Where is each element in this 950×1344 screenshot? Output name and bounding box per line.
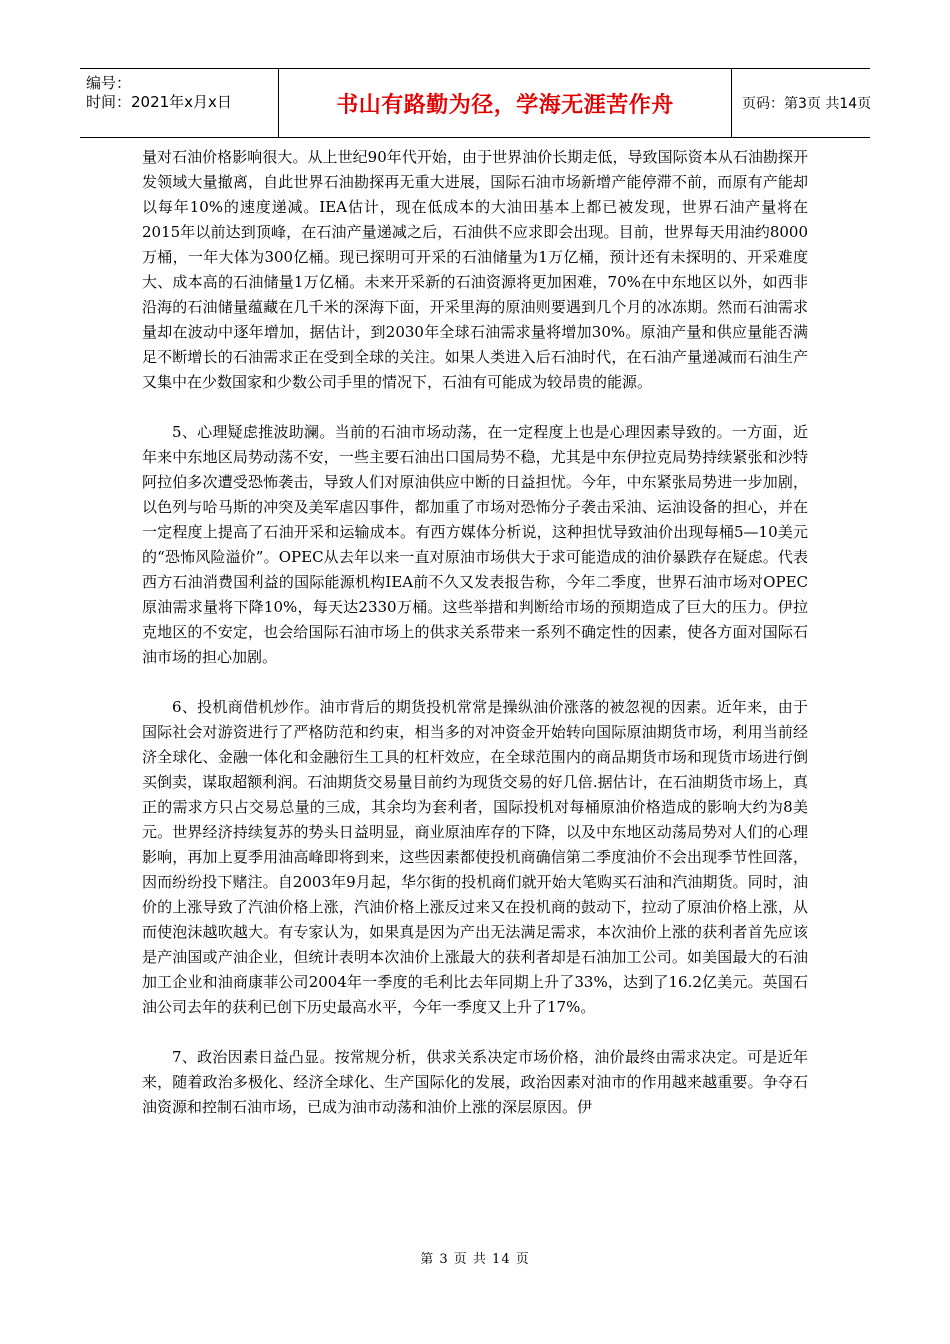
body-paragraph: 5、心理疑虑推波助澜。当前的石油市场动荡，在一定程度上也是心理因素导致的。一方面，近年来中东地区局势动荡不安，一些主要石油出口国局势不稳，尤其是中东伊拉克局势持续紧张和沙特阿拉伯多次遭受恐怖袭击，导致人们对原油供应中断的日益担忧。今年，中东紧张局势进一步加剧，以色列与哈马斯的冲突及美军虐囚事件，都加重了市场对恐怖分子袭击采油、运油设备的担心，并在一定程度上提高了石油开采和运输成本。有西方媒体分析说，这种担忧导致油价出现每桶5—10美元的“恐怖风险溢价”。OPEC从去年以来一直对原油市场供大于求可能造成的油价暴跌存在疑虑。代表西方石油消费国利益的国际能源机构IEA前不久又发表报告称，今年二季度，世界石油市场对OPEC原油需求量将下降10%，每天达2330万桶。这些举措和判断给市场的预期造成了巨大的压力。伊拉克地区的不安定，也会给国际石油市场上的供求关系带来一系列不确定性的因素，使各方面对国际石油市场的担心加剧。 <box>142 423 808 666</box>
body-paragraph: 量对石油价格影响很大。从上世纪90年代开始，由于世界油价长期走低，导致国际资本从石油勘探开发领域大量撤离，自此世界石油勘探再无重大进展，国际石油市场新增产能停滞不前，而原有产能却以每年10%的速度递减。IEA估计，现在低成本的大油田基本上都已被发现，世界石油产量将在2015年以前达到顶峰，在石油产量递减之后，石油供不应求即会出现。目前，世界每天用油约8000万桶，一年大体为300亿桶。现已探明可开采的石油储量为1万亿桶，预计还有未探明的、开采难度大、成本高的石油储量1万亿桶。未来开采新的石油资源将更加困难，70%在中东地区以外，如西非沿海的石油储量蕴藏在几千米的深海下面，开采里海的原油则要遇到几个月的冰冻期。然而石油需求量却在波动中逐年增加，据估计，到2030年全球石油需求量将增加30%。原油产量和供应量能否满足不断增长的石油需求正在受到全球的关注。如果人类进入后石油时代，在石油产量递减而石油生产又集中在少数国家和少数公司手里的情况下，石油有可能成为较昂贵的能源。 <box>142 148 808 391</box>
body-paragraph: 7、政治因素日益凸显。按常规分析，供求关系决定市场价格，油价最终由需求决定。可是近年来，随着政治多极化、经济全球化、生产国际化的发展，政治因素对油市的作用越来越重要。争夺石油资源和控制石油市场，已成为油市动荡和油价上涨的深层原因。伊 <box>142 1048 808 1116</box>
header-page-number: 页码：第3页 共14页 <box>742 96 872 112</box>
page-header <box>80 68 870 138</box>
header-motto-cell <box>278 69 732 137</box>
document-number-label: 编号： <box>86 74 132 92</box>
body-paragraph: 6、投机商借机炒作。油市背后的期货投机常常是操纵油价涨落的被忽视的因素。近年来，由于国际社会对游资进行了严格防范和约束，相当多的对冲资金开始转向国际原油期货市场，利用当前经济全球化、金融一体化和金融衍生工具的杠杆效应，在全球范围内的商品期货市场和现货市场进行倒买倒卖，谋取超额利润。石油期货交易量目前约为现货交易的好几倍.据估计，在石油期货市场上，真正的需求方只占交易总量的三成，其余均为套利者，国际投机对每桶原油价格造成的影响大约为8美元。世界经济持续复苏的势头日益明显，商业原油库存的下降，以及中东地区动荡局势对人们的心理影响，再加上夏季用油高峰即将到来，这些因素都使投机商确信第二季度油价不会出现季节性回落，因而纷纷投下赌注。自2003年9月起，华尔街的投机商们就开始大笔购买石油和汽油期货。同时，油价的上涨导致了汽油价格上涨，汽油价格上涨反过来又在投机商的鼓动下，拉动了原油价格上涨，从而使泡沫越吹越大。有专家认为，如果真是因为产出无法满足需求，本次油价上涨的获利者首先应该是产油国或产油企业，但统计表明本次油价上涨最大的获利者却是石油加工公司。如美国最大的石油加工企业和油商康菲公司2004年一季度的毛利比去年同期上升了33%，达到了16.2亿美元。英国石油公司去年的获利已创下历史最高水平，今年一季度又上升了17%。 <box>142 698 808 1016</box>
page-footer: 第 3 页 共 14 页 <box>420 1252 530 1267</box>
document-date-label: 时间：2021年x月x日 <box>86 93 232 111</box>
header-meta <box>80 69 278 137</box>
header-motto: 书山有路勤为径，学海无涯苦作舟 <box>336 92 674 118</box>
document-body <box>142 145 808 1120</box>
